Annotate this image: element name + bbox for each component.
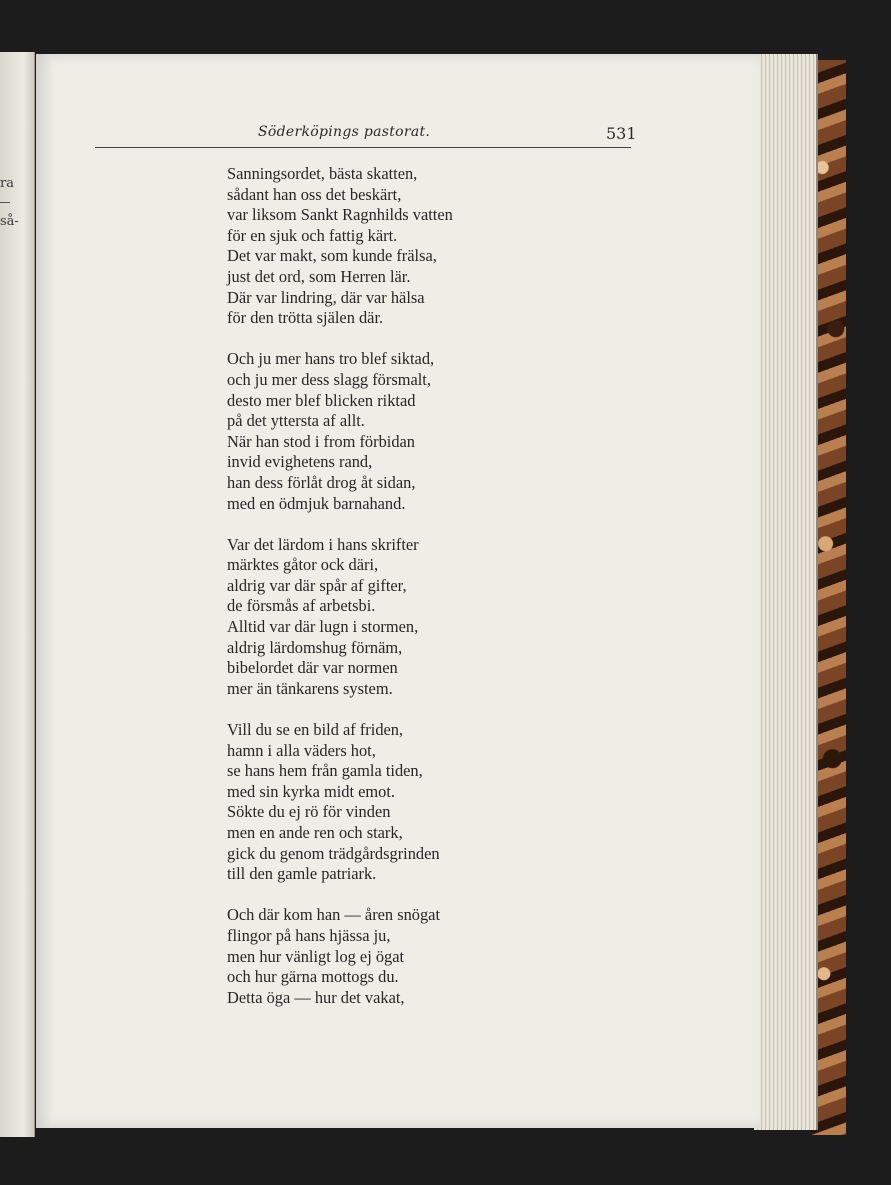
poem-line: aldrig lärdomshug förnäm, [227, 637, 403, 657]
stanza [227, 905, 557, 1008]
poem-line: När han stod i from förbidan [227, 431, 415, 451]
header-rule [95, 147, 631, 148]
left-margin-fragment: så- [0, 214, 19, 229]
poem-line: Och där kom han — åren snögat [227, 905, 441, 925]
poem-line: för en sjuk och fattig kärt. [227, 225, 398, 245]
poem-line: Var det lärdom i hans skrifter [227, 534, 419, 554]
poem-line: med en ödmjuk barnahand. [227, 493, 406, 513]
poem-line: Detta öga — hur det vakat, [227, 987, 405, 1007]
poem-line: sådant han oss det beskärt, [227, 184, 402, 204]
poem-line: Alltid var där lugn i stormen, [227, 617, 419, 637]
poem-line: Vill du se en bild af friden, [227, 720, 404, 740]
poem-line: med sin kyrka midt emot. [227, 781, 395, 801]
poem-line: flingor på hans hjässa ju, [227, 925, 391, 945]
poem-line: Sökte du ej rö för vinden [227, 802, 391, 822]
poem-line: märktes gåtor ock däri, [227, 555, 379, 575]
running-head: Söderköpings pastorat. [258, 124, 431, 140]
stanza [227, 720, 557, 885]
stanza [227, 164, 557, 329]
poem-line: mer än tänkarens system. [227, 678, 393, 698]
poem-line: och hur gärna mottogs du. [227, 967, 399, 987]
poem-line: bibelordet där var normen [227, 658, 398, 678]
poem-line: de försmås af arbetsbi. [227, 596, 376, 616]
poem [227, 164, 557, 1029]
left-margin-fragment: ra [0, 176, 14, 191]
poem-line: just det ord, som Herren lär. [227, 266, 411, 286]
left-margin-rule [0, 202, 10, 203]
poem-line: till den gamle patriark. [227, 864, 377, 884]
poem-line: aldrig var där spår af gifter, [227, 575, 407, 595]
stanza [227, 349, 557, 514]
poem-line: Det var makt, som kunde frälsa, [227, 246, 437, 266]
stanza [227, 535, 557, 700]
poem-line: Där var lindring, där var hälsa [227, 287, 425, 307]
poem-line: invid evighetens rand, [227, 452, 373, 472]
poem-line: Sanningsordet, bästa skatten, [227, 164, 418, 183]
poem-line: var liksom Sankt Ragnhilds vatten [227, 205, 453, 225]
poem-line: se hans hem från gamla tiden, [227, 761, 423, 781]
poem-line: desto mer blef blicken riktad [227, 390, 416, 410]
poem-line: men en ande ren och stark, [227, 823, 403, 842]
poem-line: gick du genom trädgårdsgrinden [227, 843, 440, 863]
poem-line: för den trötta själen där. [227, 308, 384, 328]
previous-page-edge [0, 52, 35, 1137]
page-stack-edge [754, 54, 818, 1130]
poem-line: och ju mer dess slagg försmalt, [227, 369, 431, 389]
page-number: 531 [606, 124, 637, 143]
poem-line: men hur vänligt log ej ögat [227, 946, 405, 966]
poem-line: på det yttersta af allt. [227, 411, 365, 431]
poem-line: Och ju mer hans tro blef siktad, [227, 349, 435, 369]
poem-line: hamn i alla väders hot, [227, 740, 376, 760]
poem-line: han dess förlåt drog åt sidan, [227, 472, 416, 492]
